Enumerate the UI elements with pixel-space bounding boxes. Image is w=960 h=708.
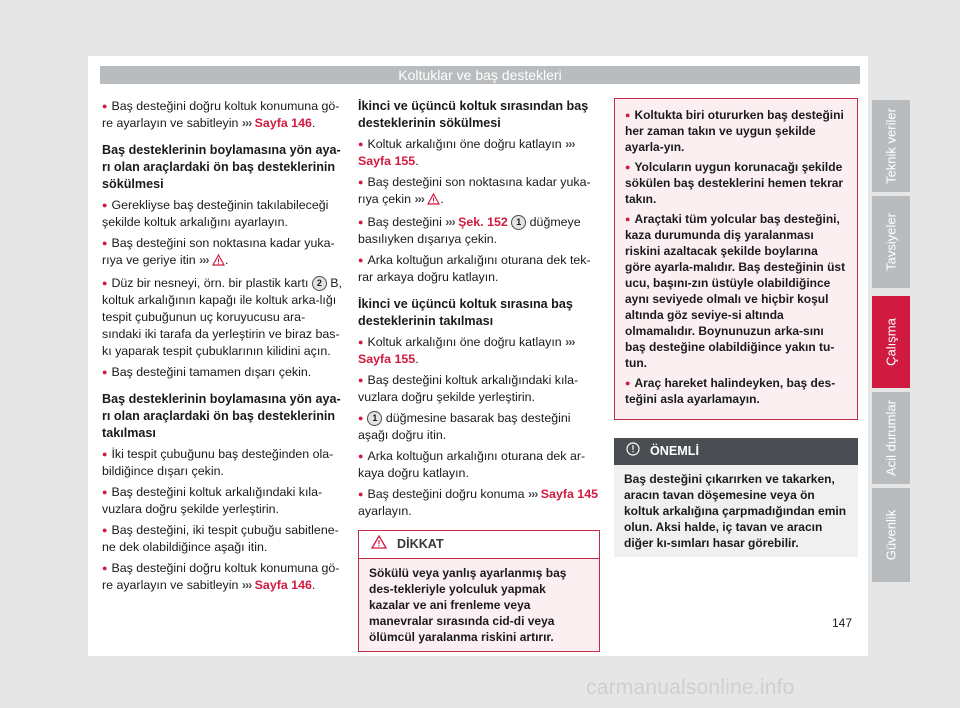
bullet-icon: ● [625, 110, 631, 120]
caution-header [359, 531, 599, 559]
bullet-icon: ● [102, 101, 108, 111]
text: ayarlayın. [358, 504, 412, 518]
bullet-icon: ● [358, 375, 364, 385]
callout-number: 2 [312, 276, 327, 291]
bullet-icon: ● [358, 139, 364, 149]
warning-icon [371, 535, 387, 554]
info-circle-icon [626, 442, 640, 461]
caution-title: DİKKAT [397, 537, 444, 551]
list-item [358, 252, 600, 286]
text: İki tespit çubuğunu baş desteğinden ola-bildiğince dışarı çekin. [102, 447, 334, 478]
list-item: ● Baş desteğini doğru koltuk konumuna gö-re ayarlayın ve sabitleyin ››› Sayfa 146. [102, 561, 340, 592]
tab-acil-durumlar[interactable] [872, 392, 910, 484]
callout-number: 1 [367, 411, 382, 426]
tab-label: Çalışma [883, 318, 899, 366]
text: Koltuk arkalığını öne doğru katlayın [367, 137, 562, 151]
arrows-icon: ››› [445, 215, 455, 229]
list-item [358, 214, 600, 248]
bullet-icon: ● [102, 449, 108, 459]
list-item: ● Baş desteğini doğru koltuk konumuna gö-re ayarlayın ve sabitleyin ››› Sayfa 146. [102, 99, 340, 130]
list-item [102, 275, 344, 360]
warning-icon[interactable] [212, 254, 225, 271]
text: Gerekliyse baş desteğinin takılabileceği şekilde koltuk arkalığını ayarlayın. [102, 198, 329, 229]
list-item: ● Baş desteğini son noktasına kadar yuka-rıya çekin ››› . [358, 174, 600, 210]
notice-text: Baş desteğini çıkarırken ve takarken, aracın tavan döşemesine veya ön koltuk arkalığına çarpmadığından emin olun. Aksi halde, iç tavan ve aracın diğer kı-sımları hasar görebilir. [614, 465, 858, 557]
tab-label: Tavsiyeler [883, 213, 899, 271]
text: Baş desteğini doğru konuma [367, 487, 525, 501]
bullet-icon: ● [102, 278, 108, 288]
bullet-icon: ● [358, 337, 364, 347]
tab-label: Güvenlik [883, 509, 899, 561]
section-heading: Baş desteklerinin boylamasına yön aya-rı olan araçlardaki ön baş desteklerinin sökülmesi [102, 143, 341, 191]
bullet-icon: ● [102, 367, 108, 377]
text: Arka koltuğun arkalığını oturana dek tek-rar arkaya doğru katlayın. [358, 253, 591, 284]
tab-guvenlik[interactable] [872, 488, 910, 582]
text: Arka koltuğun arkalığını oturana dek ar-kaya doğru katlayın. [358, 449, 586, 480]
text: Araçtaki tüm yolcular baş desteğini, kaza durumunda diş yaralanması riskini azaltacak şekilde boylarına göre ayarla-malıdır. Baş desteğinin üst ucu, başını-zın üstüyle olabildiğince aynı seviyede olmalı ve hiçbir koşul altında göz seviye-si altında olmamalıdır. Boynunuzun arka-sını baş desteğine olabildiğince yakın tu-tun. [625, 212, 846, 370]
list-item [102, 446, 344, 480]
tab-label: Acil durumlar [883, 400, 899, 476]
arrows-icon: ››› [527, 487, 538, 501]
section-heading: İkinci ve üçüncü koltuk sırasına baş desteklerinin takılması [358, 297, 573, 328]
text: Baş desteğini koltuk arkalığındaki kıla-vuzlara doğru şekilde yerleştirin. [358, 373, 579, 404]
arrows-icon: ››› [414, 192, 424, 206]
bullet-icon: ● [358, 413, 364, 423]
bullet-icon: ● [102, 487, 108, 497]
column-1 [102, 98, 344, 598]
page-link[interactable]: Sayfa 155 [358, 352, 416, 366]
caution-text: Sökülü veya yanlış ayarlanmış baş des-tekleriyle yolculuk yapmak kazalar ve ani frenleme veya manevralar sırasında cid-di veya ölümcül yaralanma riskini artırır. [359, 559, 599, 651]
text: Baş desteğini, iki tespit çubuğu sabitlene-ne dek olabildiğince aşağı itin. [102, 523, 339, 554]
bullet-icon: ● [625, 162, 631, 172]
bullet-icon: ● [358, 255, 364, 265]
arrows-icon: ››› [241, 578, 252, 592]
text: Baş desteğini koltuk arkalığındaki kıla-vuzlara doğru şekilde yerleştirin. [102, 485, 323, 516]
list-item [358, 410, 600, 444]
list-item [625, 107, 847, 155]
tab-label: Teknik veriler [883, 108, 899, 184]
section-heading: İkinci ve üçüncü koltuk sırasından baş desteklerinin sökülmesi [358, 99, 589, 130]
list-item: ● Koltuk arkalığını öne doğru katlayın ››› Sayfa 155. [358, 137, 575, 168]
text: Araç hareket halindeyken, baş des-teğini asla ayarlamayın. [625, 376, 836, 406]
tab-tavsiyeler[interactable] [872, 196, 910, 288]
tab-teknik-veriler[interactable] [872, 100, 910, 192]
page-link[interactable]: Sayfa 145 [540, 487, 598, 501]
list-item [102, 364, 344, 381]
text: Düz bir nesneyi, örn. bir plastik kartı [111, 276, 309, 290]
notice-title: ÖNEMLİ [650, 444, 699, 458]
text: Baş desteğini doğru koltuk konumuna gö-re ayarlayın ve sabitleyin [102, 561, 340, 592]
callout-number: 1 [511, 215, 526, 230]
page-link[interactable]: Sayfa 155 [358, 154, 416, 168]
list-item [102, 522, 344, 556]
arrows-icon: ››› [565, 335, 575, 349]
text: Koltuk arkalığını öne doğru katlayın [367, 335, 562, 349]
bullet-icon: ● [102, 525, 108, 535]
list-item [625, 159, 847, 207]
column-3 [614, 98, 858, 557]
text: düğmeye basılıyken dışarıya çekin. [358, 215, 581, 246]
caution-box [358, 530, 600, 652]
list-item: ● Baş desteğini son noktasına kadar yuka-rıya ve geriye itin ››› . [102, 235, 344, 271]
bullet-icon: ● [358, 217, 364, 227]
list-item [102, 484, 344, 518]
bullet-icon: ● [625, 214, 631, 224]
list-item [625, 211, 847, 371]
section-heading: Baş desteklerinin boylamasına yön aya-rı olan araçlardaki ön baş desteklerinin takılması [102, 392, 341, 440]
column-2 [358, 98, 600, 652]
page-number: 147 [832, 616, 853, 630]
arrows-icon: ››› [241, 116, 252, 130]
warning-continuation-box [614, 98, 858, 420]
tab-calisma[interactable] [872, 296, 910, 388]
watermark: carmanualsonline.info [586, 676, 795, 699]
page-header: Koltuklar ve baş destekleri [100, 66, 860, 84]
text: Koltukta biri otururken baş desteğini her zaman takın ve uygun şekilde ayarla-yın. [625, 108, 844, 154]
bullet-icon: ● [358, 451, 364, 461]
figure-link[interactable]: Şek. 152 [458, 215, 508, 229]
list-item: ● Koltuk arkalığını öne doğru katlayın ››› Sayfa 155. [358, 335, 575, 366]
page-link[interactable]: Sayfa 146 [254, 578, 312, 592]
list-item [358, 448, 600, 482]
bullet-icon: ● [358, 489, 364, 499]
list-item [102, 197, 344, 231]
text: Baş desteğini [367, 215, 442, 229]
text: düğmesine basarak baş desteğini aşağı doğru itin. [358, 411, 571, 442]
text: Baş desteğini tamamen dışarı çekin. [111, 365, 312, 379]
bullet-icon: ● [358, 177, 364, 187]
text: Baş desteğini son noktasına kadar yuka-rıya çekin [358, 175, 591, 206]
bullet-icon: ● [102, 238, 108, 248]
notice-box [614, 438, 858, 557]
list-item [358, 486, 600, 520]
text: Baş desteğini doğru koltuk konumuna gö-re ayarlayın ve sabitleyin [102, 99, 340, 130]
bullet-icon: ● [625, 378, 631, 388]
notice-header [614, 438, 858, 465]
text: Baş desteğini son noktasına kadar yuka-rıya ve geriye itin [102, 236, 335, 267]
page-link[interactable]: Sayfa 146 [254, 116, 312, 130]
bullet-icon: ● [102, 200, 108, 210]
arrows-icon: ››› [199, 253, 209, 267]
list-item [625, 375, 847, 407]
bullet-icon: ● [102, 563, 108, 573]
list-item [358, 372, 600, 406]
warning-icon[interactable] [427, 193, 440, 210]
text: Yolcuların uygun korunacağı şekilde sökülen baş desteklerini hemen tekrar takın. [625, 160, 844, 206]
arrows-icon: ››› [565, 137, 575, 151]
text: B, koltuk arkalığının kapağı ile koltuk arka-lığı tespit çubuğunun uç koruyucusu ara-sındaki iki tarafa da yerleştirin ve biraz bas-kı yaparak tespit çubuklarının kilidini açın. [102, 276, 343, 358]
